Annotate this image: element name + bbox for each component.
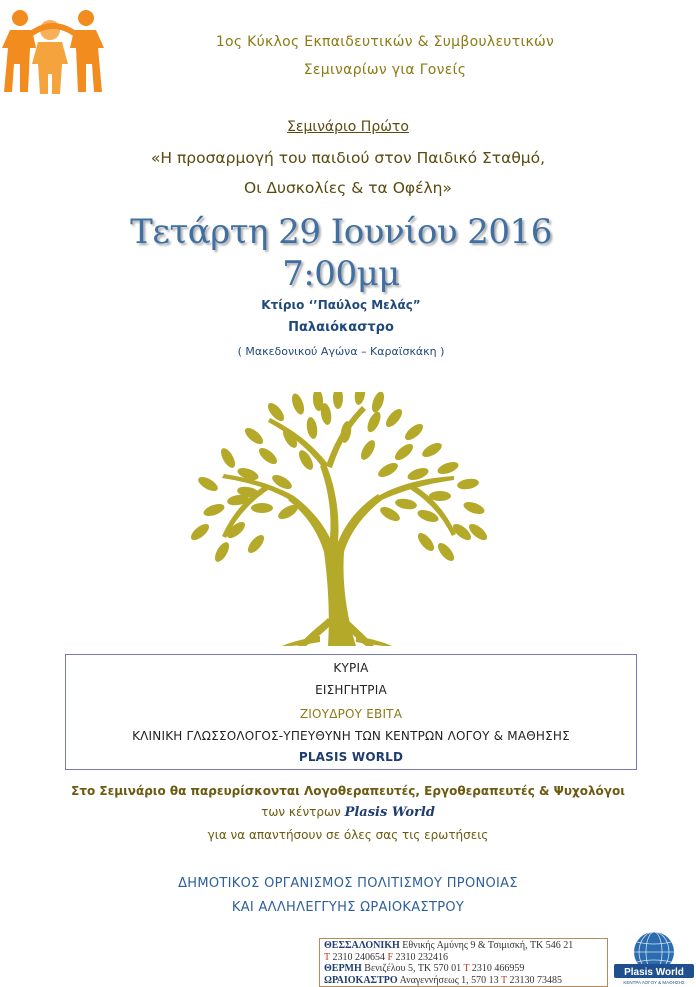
plasis-world-logo-text: Plasis World (624, 967, 684, 978)
tree-leaf (394, 497, 417, 511)
footer-thess-city: ΘΕΣΣΑΛΟΝΙΚΗ (324, 940, 400, 951)
speaker-role: ΕΙΣΗΓΗΤΡΙΑ (315, 683, 387, 697)
footer-contact-box (319, 938, 608, 987)
footer-thess-contact (324, 952, 603, 964)
seminar-title-line2: Οι Δυσκολίες & τα Οφέλη» (244, 179, 452, 197)
tree-illustration (178, 392, 504, 646)
tree-leaf (415, 530, 437, 553)
note-line1: Στο Σεμινάριο θα παρευρίσκονται Λογοθεραπευτές, Εργοθεραπευτές & Ψυχολόγοι (71, 784, 625, 798)
tree-leaf (218, 446, 238, 470)
note-line2 (0, 805, 696, 820)
tree-leaf (392, 441, 415, 463)
seminar-label: Σεμινάριο Πρώτο (287, 119, 409, 135)
tree-leaf (333, 392, 343, 409)
plasis-world-logo-subtext: ΚΕΝΤΡΑ ΛΟΓΟΥ & ΜΑΘΗΣΗΣ (623, 980, 685, 985)
tree-leaf (435, 540, 457, 563)
organizer-line2: ΚΑΙ ΑΛΛΗΛΕΓΓΥΗΣ ΩΡΑΙΟΚΑΣΤΡΟΥ (231, 900, 465, 915)
tree-leaf (196, 474, 220, 494)
event-time: 7:00μμ (282, 254, 400, 294)
footer-thermi-city: ΘΕΡΜΗ (324, 963, 362, 974)
tree-leaf (202, 502, 226, 519)
tree-leaf (376, 460, 400, 480)
speaker-box (65, 654, 637, 770)
tree-leaf (242, 425, 265, 447)
seminar-title-line1: «Η προσαρμογή του παιδιού στον Παιδικό Σταθμό, (150, 149, 546, 167)
tree-leaf (305, 416, 319, 439)
people-circle-logo (2, 4, 104, 96)
tree-leaf (456, 477, 479, 491)
footer-thermi-address: Βενιζέλου 5, ΤΚ 570 01 (364, 963, 462, 974)
tree-leaf (358, 438, 378, 462)
cycle-title-line1: 1ος Κύκλος Εκπαιδευτικών & Συμβουλευτικών (215, 34, 555, 50)
tree-leaf (370, 392, 387, 414)
tree-leaf (466, 521, 489, 543)
tree-leaf (245, 532, 267, 555)
tree-leaf (429, 491, 451, 501)
tree-leaf (462, 500, 486, 517)
tree-leaf (383, 406, 405, 429)
footer-oraiokastro (324, 975, 603, 987)
tree-leaf (420, 440, 444, 460)
speaker-company: PLASIS WORLD (298, 750, 404, 764)
tree-leaf (251, 503, 273, 513)
footer-oraio-address: Αναγεννήσεως 1, 570 13 (399, 974, 499, 986)
note-line2-prefix: των κέντρων (261, 805, 341, 819)
tree-leaf (212, 540, 232, 564)
footer-oraio-city: ΩΡΑΙΟΚΑΣΤΡΟ (324, 974, 398, 986)
plasis-world-logo (614, 930, 694, 987)
speaker-position: ΚΛΙΝΙΚΗ ΓΛΩΣΣΟΛΟΓΟΣ-ΥΠΕΥΘΥΝΗ ΤΩΝ ΚΕΝΤΡΩΝ ΛΟΓΟΥ & ΜΑΘΗΣΗΣ (132, 729, 570, 743)
footer-thess-address: Εθνικής Αμύνης 9 & Τσιμισκή, ΤΚ 546 21 (402, 940, 574, 951)
speaker-title: ΚΥΡΙΑ (333, 661, 369, 675)
tree-leaf (378, 504, 402, 524)
tree-leaf (290, 392, 307, 416)
tree-leaf (188, 521, 211, 543)
tree-leaf (436, 460, 460, 477)
event-date: Τετάρτη 29 Ιουνίου 2016 (130, 212, 552, 252)
footer-thess-fax: 2310 232416 (395, 951, 448, 963)
organizer-line1: ΔΗΜΟΤΙΚΟΣ ΟΡΓΑΝΙΣΜΟΣ ΠΟΛΙΤΙΣΜΟΥ ΠΡΟΝΟΙΑΣ (178, 876, 518, 891)
footer-thess-f: F (387, 951, 393, 963)
tree-leaf (353, 392, 367, 406)
tree-leaf (256, 445, 279, 467)
venue-area: Παλαιόκαστρο (288, 320, 394, 335)
cycle-title-line2: Σεμιναρίων για Γονείς (303, 62, 467, 78)
footer-thermi-t: Τ (463, 963, 470, 974)
footer-thess-phone: 2310 240654 (332, 951, 385, 963)
tree-leaf (365, 410, 383, 434)
speaker-name: ΖΙΟΥΔΡΟΥ ΕΒΙΤΑ (299, 707, 403, 721)
footer-thermi-phone: 2310 466959 (471, 963, 525, 974)
footer-thessaloniki (324, 940, 603, 952)
note-line3: για να απαντήσουν σε όλες σας τις ερωτήσεις (207, 828, 489, 842)
venue-streets: ( Μακεδονικού Αγώνα – Καραϊσκάκη ) (237, 345, 445, 358)
footer-thess-t: Τ (324, 951, 330, 963)
footer-thermi (324, 963, 603, 975)
footer-oraio-phone: 23130 73485 (509, 974, 562, 986)
venue-building: Κτίριο ‘’Παύλος Μελάς” (261, 298, 421, 312)
note-brand: Plasis World (344, 805, 435, 820)
tree-leaf (402, 421, 425, 443)
footer-oraio-t: Τ (501, 974, 507, 986)
tree-leaf (265, 400, 287, 423)
